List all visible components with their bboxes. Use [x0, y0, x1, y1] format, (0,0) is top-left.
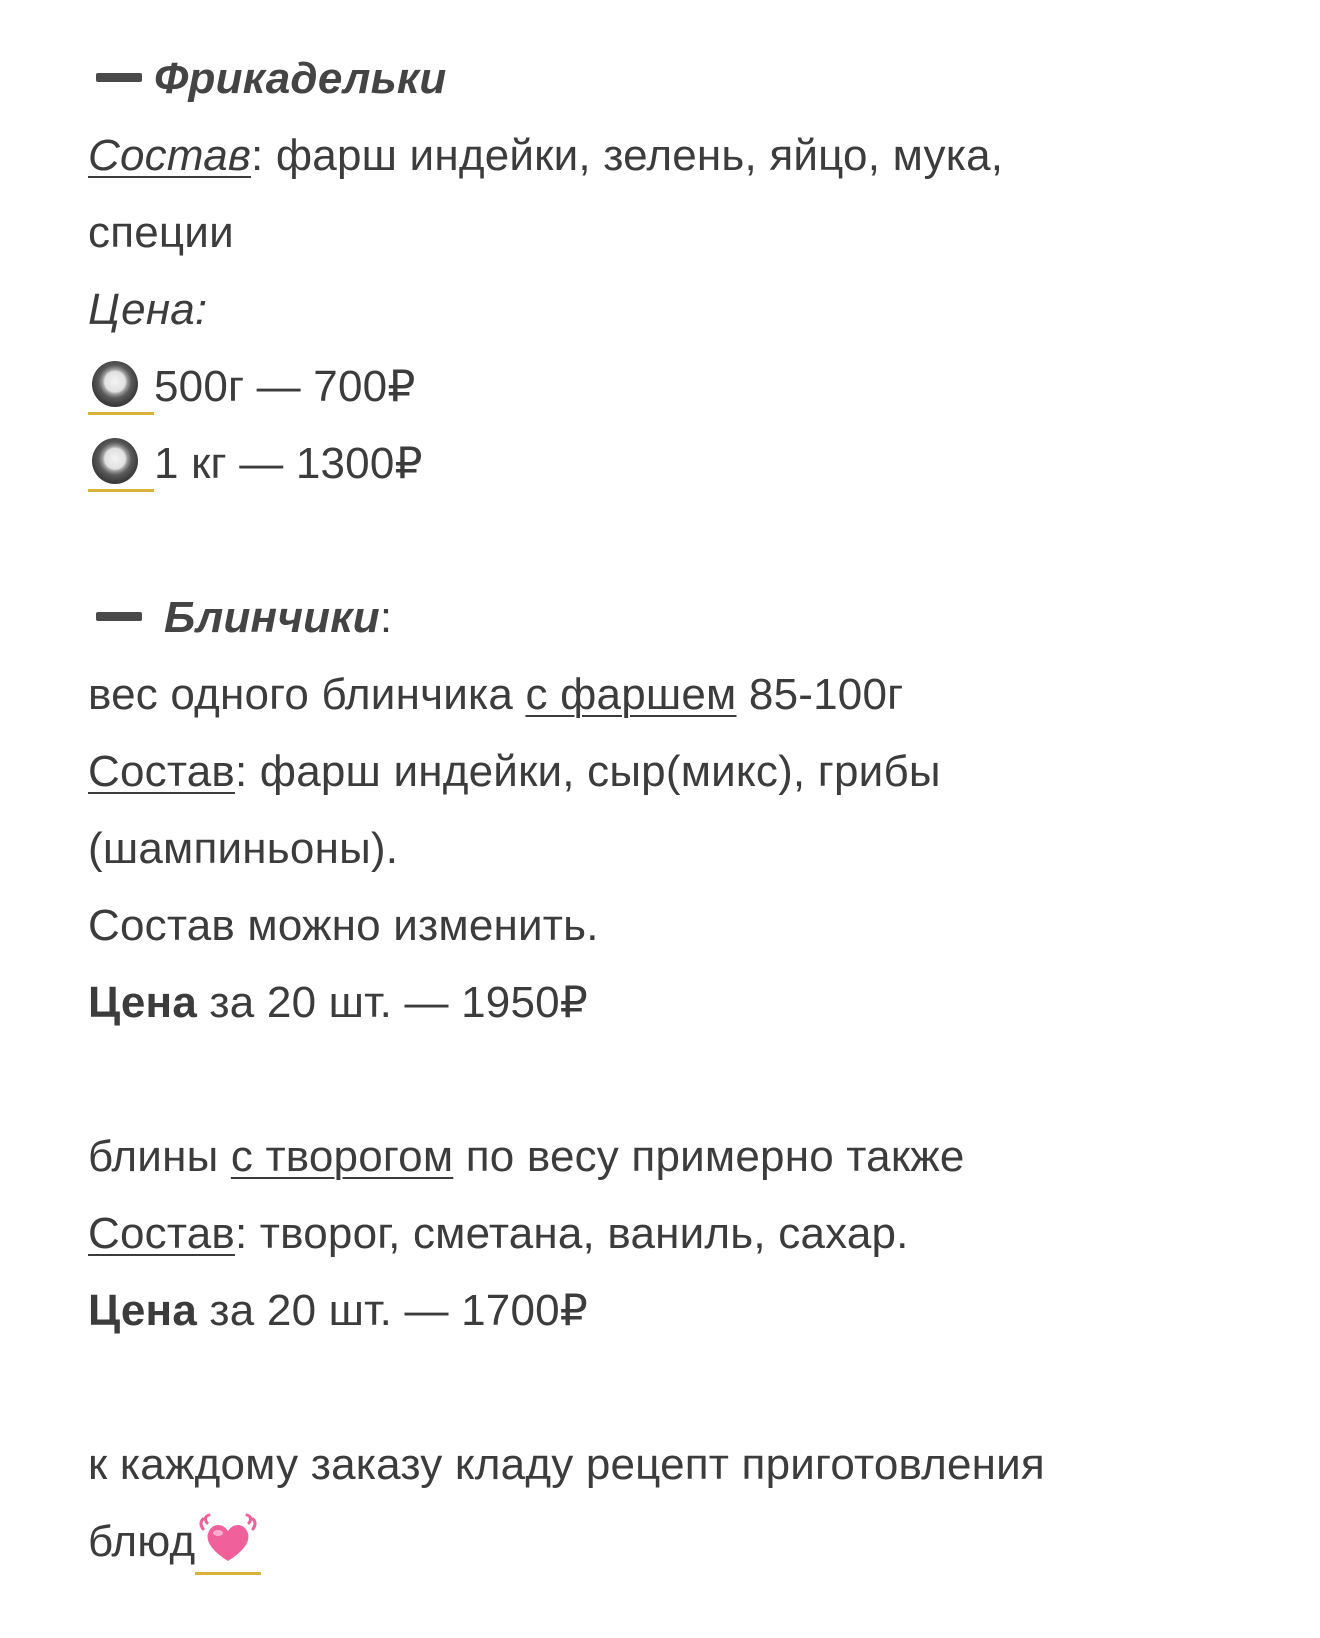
composition-text: : творог, сметана, ваниль, сахар. — [234, 1209, 909, 1258]
pancakes-composition-cont — [88, 810, 1268, 887]
cottage-price-line — [88, 1272, 1268, 1349]
weight-prefix: вес одного блинчика — [88, 670, 526, 719]
note-body — [88, 40, 1268, 1580]
meatballs-price-label-line — [88, 271, 1268, 348]
intro-suffix: по весу примерно также — [453, 1132, 965, 1181]
radio-button-icon — [88, 359, 150, 411]
footer-line — [88, 1503, 1268, 1580]
meatballs-composition-cont — [88, 194, 1268, 271]
intro-link: с творогом — [230, 1132, 454, 1181]
price-text: за 20 шт. — 1950₽ — [197, 978, 588, 1027]
pancakes-title-suffix: : — [379, 593, 393, 642]
cottage-intro-line — [88, 1118, 1268, 1195]
weight-suffix: 85-100г — [736, 670, 904, 719]
weight-link: с фаршем — [525, 670, 737, 719]
meatballs-price-item — [88, 425, 1268, 502]
meatballs-price-item — [88, 348, 1268, 425]
price-label: Цена — [88, 978, 197, 1027]
composition-text: : фарш индейки, зелень, яйцо, мука, — [251, 131, 1004, 180]
pancakes-price-line — [88, 964, 1268, 1041]
pancakes-title: Блинчики — [164, 593, 380, 642]
cottage-composition-line — [88, 1195, 1268, 1272]
footer-line — [88, 1426, 1268, 1503]
price-item-text: 500г — 700₽ — [154, 362, 416, 411]
footer-text-cont: блюд — [88, 1517, 196, 1566]
price-item-text: 1 кг — 1300₽ — [154, 439, 423, 488]
pancakes-composition-line — [88, 733, 1268, 810]
meatballs-title-line — [88, 40, 1268, 117]
composition-label: Состав — [88, 131, 252, 180]
pancakes-weight-line — [88, 656, 1268, 733]
spacer — [88, 1041, 1268, 1118]
composition-note: Состав можно изменить. — [88, 901, 599, 950]
composition-label: Состав — [88, 747, 235, 796]
composition-text-cont: специи — [88, 208, 234, 257]
meatballs-composition-line — [88, 117, 1268, 194]
composition-label: Состав — [88, 1209, 235, 1258]
heavy-minus-icon — [96, 73, 142, 82]
composition-text-cont: (шампиньоны). — [88, 824, 399, 873]
intro-prefix: блины — [88, 1132, 231, 1181]
beating-heart-icon — [195, 1513, 261, 1569]
spacer — [88, 1349, 1268, 1426]
price-label: Цена — [88, 1286, 197, 1335]
spacer — [88, 502, 1268, 579]
radio-button-icon — [88, 436, 150, 488]
price-label: Цена: — [88, 285, 208, 334]
pancakes-note-line — [88, 887, 1268, 964]
meatballs-title: Фрикадельки — [154, 54, 447, 103]
price-text: за 20 шт. — 1700₽ — [197, 1286, 588, 1335]
footer-text: к каждому заказу кладу рецепт приготовления — [88, 1440, 1045, 1489]
pancakes-title-line — [88, 579, 1268, 656]
heavy-minus-icon — [96, 612, 142, 621]
composition-text: : фарш индейки, сыр(микс), грибы — [234, 747, 941, 796]
